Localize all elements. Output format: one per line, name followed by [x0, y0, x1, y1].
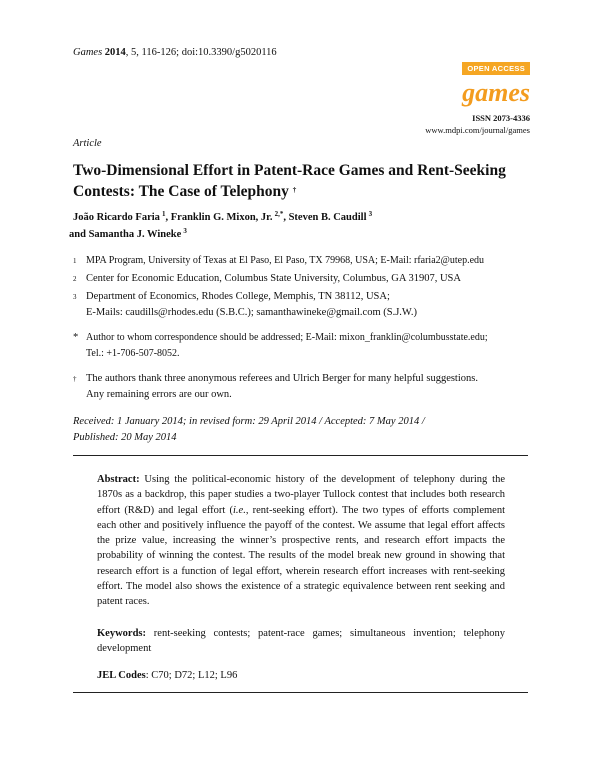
affiliation-2	[73, 271, 533, 287]
note-text	[86, 371, 478, 403]
author-name: Samantha J. Wineke	[88, 229, 182, 240]
bottom-divider	[73, 692, 528, 693]
abstract	[97, 472, 505, 610]
author-name: Steven B. Caudill	[288, 212, 367, 223]
author-list	[69, 209, 533, 243]
note-line: The authors thank three anonymous referees and Ulrich Berger for many helpful suggestions.	[86, 373, 478, 384]
corresp-line: Author to whom correspondence should be addressed; E-Mail: mixon_franklin@columbusstate.edu;	[86, 332, 488, 343]
title-text: Two-Dimensional Effort in Patent-Race Games and Rent-Seeking Contests: The Case of Telephony	[73, 162, 506, 200]
affiliations	[73, 253, 533, 321]
keywords-text: rent-seeking contests; patent-race games; simultaneous invention; telephony development	[97, 628, 505, 655]
top-divider	[73, 455, 528, 456]
author-affil: 3	[183, 227, 187, 235]
dates-line-1: Received: 1 January 2014; in revised form: 29 April 2014 / Accepted: 7 May 2014 /	[73, 416, 425, 427]
author-sep: and	[69, 229, 89, 240]
note-mark: †	[73, 375, 77, 383]
affil-mark: 2	[73, 275, 77, 283]
affiliation-3	[73, 289, 533, 321]
affiliation-1	[73, 253, 533, 269]
affil-text: MPA Program, University of Texas at El Paso, El Paso, TX 79968, USA; E-Mail: rfaria2@utep.edu	[86, 255, 485, 266]
title-dagger: †	[292, 186, 297, 194]
jel-label: JEL Codes	[97, 670, 146, 681]
affil-line: Department of Economics, Rhodes College, Memphis, TN 38112, USA;	[86, 291, 390, 302]
citation-journal: Games	[73, 47, 103, 58]
open-access-badge: OPEN ACCESS	[462, 62, 530, 75]
author-affil: 3	[368, 210, 373, 218]
affil-mark: 1	[73, 257, 77, 265]
affil-text: Center for Economic Education, Columbus State University, Columbus, GA 31907, USA	[86, 273, 461, 284]
author-affil: 1	[162, 210, 166, 218]
author-sep: ,	[165, 212, 171, 223]
journal-url[interactable]: www.mdpi.com/journal/games	[425, 125, 530, 135]
citation-year: 2014	[104, 47, 126, 58]
dates-line-2: Published: 20 May 2014	[73, 432, 177, 443]
journal-logo: games	[462, 78, 530, 107]
citation-line	[73, 47, 277, 58]
jel-codes	[97, 668, 505, 683]
affil-mark: 3	[73, 293, 77, 301]
jel-text: : C70; D72; L12; L96	[145, 670, 238, 681]
abstract-text-2: , rent-seeking effort). The two types of efforts complement each other and positively influence the payoff of the contest. We assume that legal effort affects the prize value, increasing the winner’s prospective rents, and research effort impacts the probability of winning the contest. The results of the model break new ground in showing that research effort is a function of legal effort, wherein research effort increases with rent-seeking effort. The model also shows the existence of a strategic equivalence between rent seeking and patent races.	[97, 504, 505, 608]
corresp-mark: *	[73, 332, 79, 343]
note-line: Any remaining errors are our own.	[86, 389, 232, 400]
abstract-text-1: Using the political-economic history of the development of telephony during the 1870s as a backdrop, this paper studies a two-player Tullock contest that includes both research effort (R&D) and legal effort (	[97, 474, 505, 516]
author-name: Franklin G. Mixon, Jr.	[170, 212, 273, 223]
author-sep: ,	[283, 212, 289, 223]
abstract-label: Abstract:	[97, 474, 140, 485]
keywords-label: Keywords:	[97, 628, 146, 639]
article-title	[73, 160, 533, 202]
keywords	[97, 626, 505, 657]
affil-line: E-Mails: caudills@rhodes.edu (S.B.C.); samanthawineke@gmail.com (S.J.W.)	[86, 307, 417, 318]
citation-details: , 5, 116-126; doi:10.3390/g5020116	[125, 47, 277, 58]
author-affil: 2,*	[274, 210, 284, 218]
affil-text	[86, 289, 417, 321]
correspondence-note	[73, 330, 533, 362]
issn: ISSN 2073-4336	[472, 113, 530, 123]
acknowledgment-note	[73, 371, 533, 403]
author-name: João Ricardo Faria	[73, 212, 160, 223]
corresp-text	[86, 330, 488, 362]
article-type: Article	[73, 138, 102, 149]
abstract-ie: i.e.	[233, 504, 246, 516]
publication-dates	[73, 414, 533, 446]
corresp-line: Tel.: +1-706-507-8052.	[86, 348, 180, 359]
